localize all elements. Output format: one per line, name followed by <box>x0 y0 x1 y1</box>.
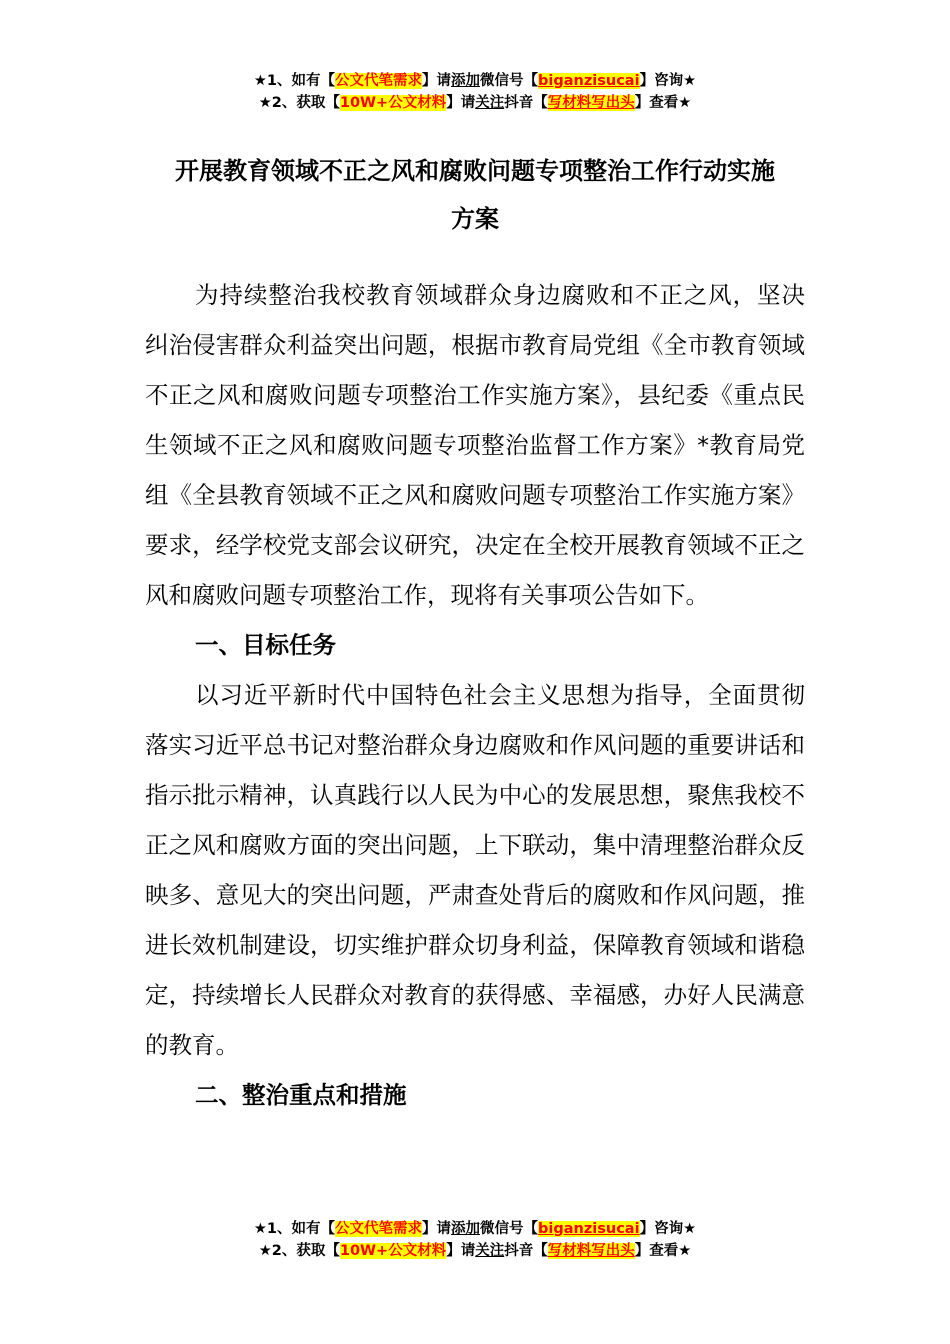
banner-text: 】请 <box>422 73 452 89</box>
document-body <box>145 270 805 1120</box>
document-title <box>145 148 805 242</box>
banner-text: ★1、如有【 <box>253 1221 336 1237</box>
banner-line-1 <box>0 1218 950 1240</box>
banner-text: 抖音【 <box>504 95 548 111</box>
banner-text: 】咨询★ <box>639 73 697 89</box>
highlight-service: 公文代笔需求 <box>335 1221 423 1237</box>
underlined-follow: 关注 <box>475 95 505 111</box>
banner-text: 】请 <box>446 95 476 111</box>
paragraph-intro: 为持续整治我校教育领域群众身边腐败和不正之风，坚决纠治侵害群众利益突出问题，根据市教育局党组《全市教育领域不正之风和腐败问题专项整治工作实施方案》，县纪委《重点民生领域不正之风和腐败问题专项整治监督工作方案》*教育局党组《全县教育领域不正之风和腐败问题专项整治工作实施方案》要求，经学校党支部会议研究，决定在全校开展教育领域不正之风和腐败问题专项整治工作，现将有关事项公告如下。 <box>145 281 805 609</box>
banner-text: ★2、获取【 <box>258 95 340 111</box>
douyin-account[interactable]: 写材料写出头 <box>547 1243 635 1259</box>
highlight-materials: 10W+公文材料 <box>339 95 447 111</box>
underlined-add: 添加 <box>451 1221 481 1237</box>
banner-text: 】咨询★ <box>639 1221 697 1237</box>
section-heading-2: 二、整治重点和措施 <box>195 1081 407 1109</box>
banner-text: ★2、获取【 <box>258 1243 340 1259</box>
banner-text: ★1、如有【 <box>253 73 336 89</box>
title-line-2: 方案 <box>451 205 499 233</box>
underlined-add: 添加 <box>451 73 481 89</box>
section-heading-1: 一、目标任务 <box>195 631 336 659</box>
banner-line-2 <box>0 1240 950 1262</box>
banner-line-1 <box>0 70 950 92</box>
banner-line-2 <box>0 92 950 114</box>
banner-text: 微信号【 <box>480 73 539 89</box>
banner-text: 】请 <box>446 1243 476 1259</box>
highlight-materials: 10W+公文材料 <box>339 1243 447 1259</box>
paragraph-goals: 以习近平新时代中国特色社会主义思想为指导，全面贯彻落实习近平总书记对整治群众身边腐败和作风问题的重要讲话和指示批示精神，认真践行以人民为中心的发展思想，聚焦我校不正之风和腐败方面的突出问题，上下联动，集中清理整治群众反映多、意见大的突出问题，严肃查处背后的腐败和作风问题，推进长效机制建设，切实维护群众切身利益，保障教育领域和谐稳定，持续增长人民群众对教育的获得感、幸福感，办好人民满意的教育。 <box>145 681 805 1059</box>
banner-text: 】请 <box>422 1221 452 1237</box>
banner-text: 抖音【 <box>504 1243 548 1259</box>
wechat-id[interactable]: biganzisucai <box>538 1221 640 1237</box>
title-line-1: 开展教育领域不正之风和腐败问题专项整治工作行动实施 <box>175 157 775 185</box>
header-banner <box>0 70 950 114</box>
wechat-id[interactable]: biganzisucai <box>538 73 640 89</box>
underlined-follow: 关注 <box>475 1243 505 1259</box>
banner-text: 】查看★ <box>634 1243 692 1259</box>
banner-text: 】查看★ <box>634 95 692 111</box>
banner-text: 微信号【 <box>480 1221 539 1237</box>
footer-banner <box>0 1218 950 1262</box>
highlight-service: 公文代笔需求 <box>335 73 423 89</box>
douyin-account[interactable]: 写材料写出头 <box>547 95 635 111</box>
